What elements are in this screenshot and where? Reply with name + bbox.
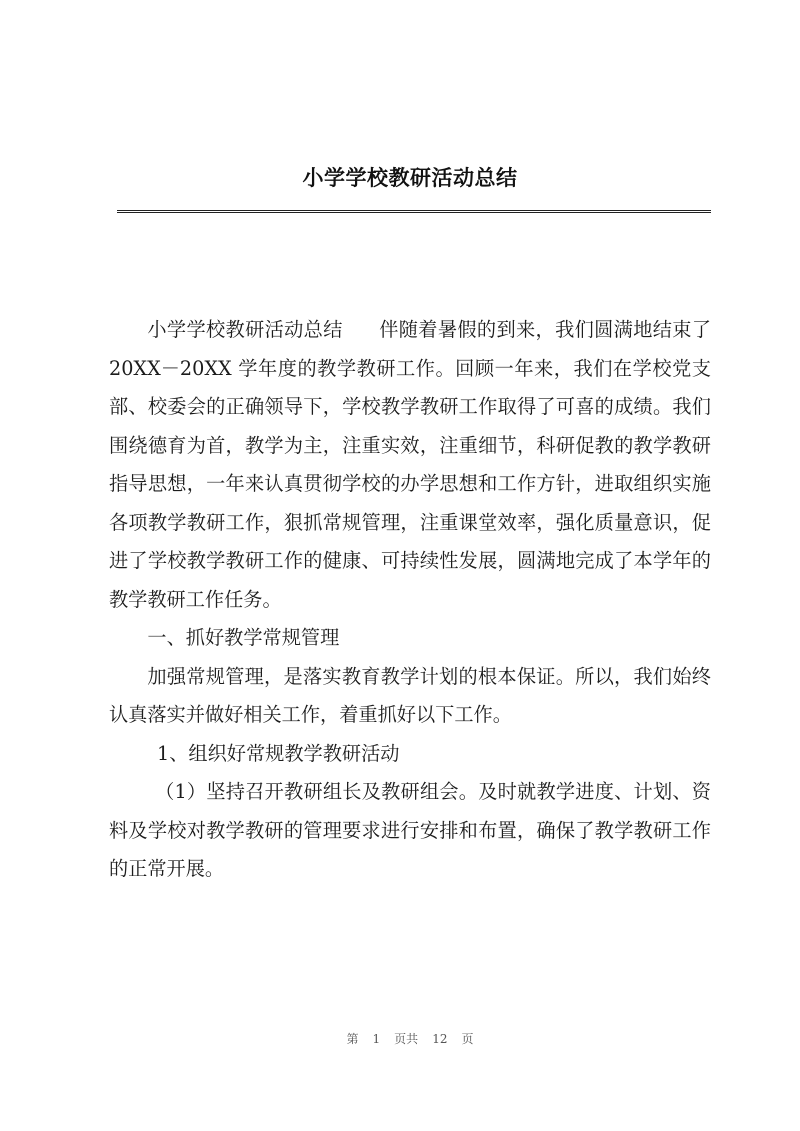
item-heading: 1、组织好常规教学教研活动 xyxy=(157,741,400,765)
lead-heading: 小学学校教研活动总结 xyxy=(147,318,343,341)
footer-suffix: 页 xyxy=(461,1032,474,1046)
page-footer xyxy=(0,1030,800,1047)
section-intro-paragraph: 加强常规管理，是落实教育教学计划的根本保证。所以，我们始终认真落实并做好相关工作，着重抓好以下工作。 xyxy=(109,664,711,726)
section-heading: 一、抓好教学常规管理 xyxy=(147,626,340,649)
lead-text: 伴随着暑假的到来，我们圆满地结束了 20XX－20XX 学年度的教学教研工作。回顾一年来，我们在学校党支部、校委会的正确领导下，学校教学教研工作取得了可喜的成绩。我们围绕德育为首，教学为主，注重实效，注重细节，科研促教的教学教研指导思想，一年来认真贯彻学校的办学思想和工作方针，进取组织实施各项教学教研工作，狠抓常规管理，注重课堂效率，强化质量意识，促进了学校教学教研工作的健康、可持续性发展，圆满地完成了本学年的教学教研工作任务。 xyxy=(109,318,712,611)
footer-current-page: 1 xyxy=(372,1032,381,1046)
footer-total-pages: 12 xyxy=(432,1032,448,1046)
document-title: 小学学校教研活动总结 xyxy=(302,166,518,190)
footer-mid: 页共 xyxy=(394,1032,419,1046)
footer-prefix: 第 xyxy=(346,1032,359,1046)
document-body xyxy=(109,311,711,889)
lead-paragraph xyxy=(109,311,711,619)
sub-item-paragraph: （1）坚持召开教研组长及教研组会。及时就教学进度、计划、资料及学校对教学教研的管理要求进行安排和布置，确保了教学教研工作的正常开展。 xyxy=(109,780,711,880)
title-divider xyxy=(117,210,711,213)
